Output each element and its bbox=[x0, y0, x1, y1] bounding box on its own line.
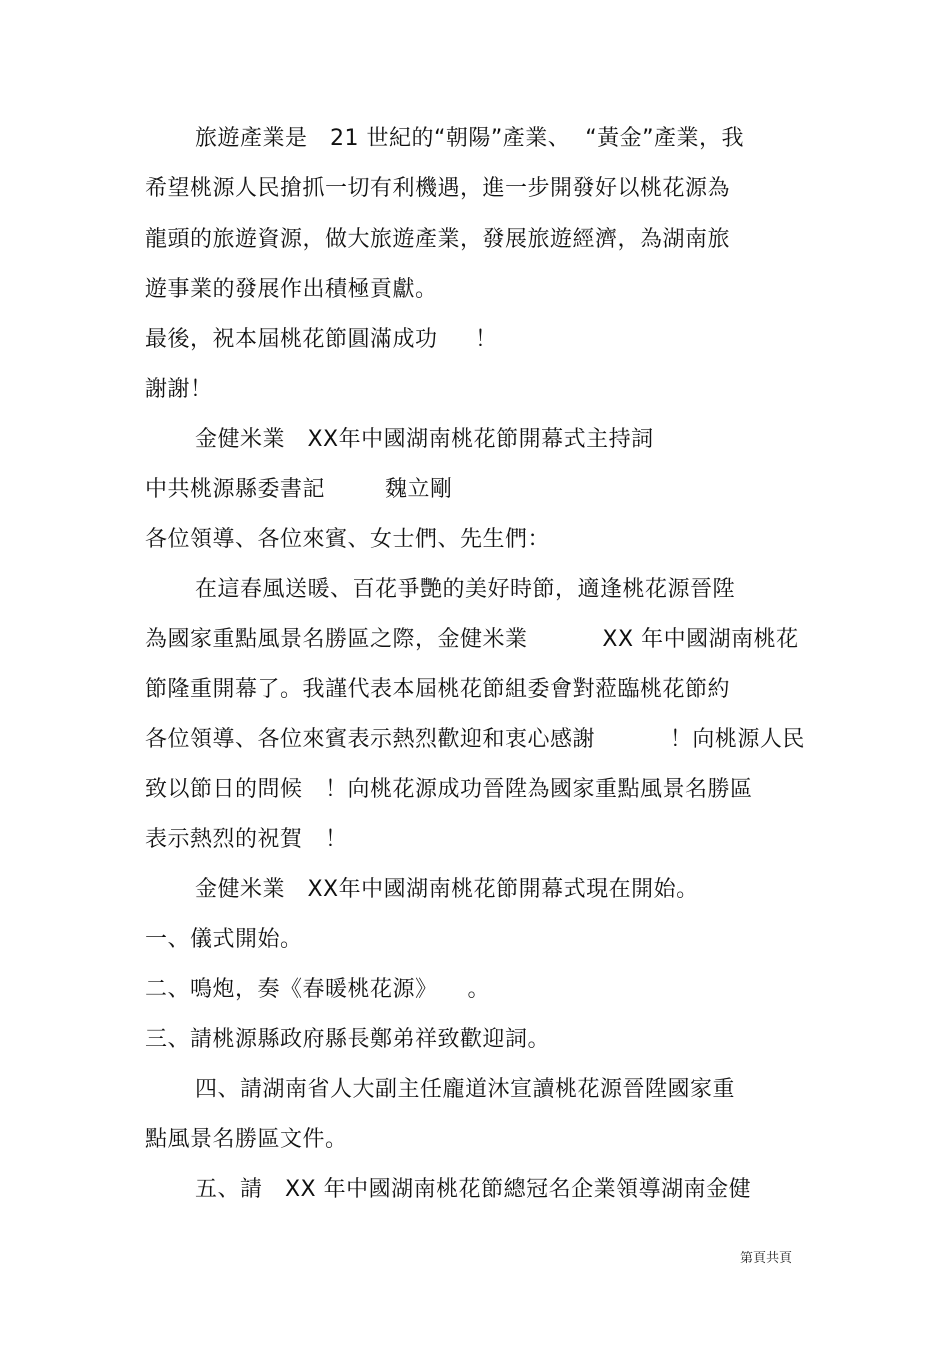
paragraph-line: 表示熱烈的祝賀 ！ bbox=[145, 827, 348, 852]
paragraph-line: 遊事業的發展作出積極貢獻。 bbox=[145, 277, 438, 302]
speaker-line: 中共桃源縣委書記 魏立剛 bbox=[145, 477, 453, 502]
section-title: 金健米業 XX年中國湖南桃花節開幕式主持詞 bbox=[195, 427, 654, 452]
list-item: 三、請桃源縣政府縣長鄭弟祥致歡迎詞。 bbox=[145, 1027, 551, 1052]
salutation-line: 各位領導、各位來賓、女士們、先生們： bbox=[145, 527, 551, 552]
thanks-line: 謝謝！ bbox=[145, 377, 213, 402]
closing-line: 最後，祝本屆桃花節圓滿成功 ！ bbox=[145, 327, 498, 352]
paragraph-line: 希望桃源人民搶抓一切有利機遇，進一步開發好以桃花源為 bbox=[145, 176, 731, 201]
paragraph-line: 龍頭的旅遊資源，做大旅遊產業，發展旅遊經濟，為湖南旅 bbox=[145, 227, 731, 252]
paragraph-line: 金健米業 XX年中國湖南桃花節開幕式現在開始。 bbox=[195, 877, 699, 902]
paragraph-line: 旅遊產業是 21 世紀的“朝陽”產業、 “黃金”產業，我 bbox=[195, 126, 745, 151]
paragraph-line: 為國家重點風景名勝區之際，金健米業 XX 年中國湖南桃花 bbox=[145, 627, 799, 652]
list-item: 點風景名勝區文件。 bbox=[145, 1127, 348, 1152]
page-footer: 第頁共頁 bbox=[740, 1251, 793, 1266]
list-item: 一、儀式開始。 bbox=[145, 927, 303, 952]
paragraph-line: 致以節日的問候 ！向桃花源成功晉陞為國家重點風景名勝區 bbox=[145, 777, 753, 802]
paragraph-line: 在這春風送暖、百花爭艷的美好時節，適逢桃花源晉陞 bbox=[195, 577, 736, 602]
list-item: 四、請湖南省人大副主任龐道沐宣讀桃花源晉陞國家重 bbox=[195, 1077, 736, 1102]
paragraph-line: 節隆重開幕了。我謹代表本屆桃花節組委會對蒞臨桃花節約 bbox=[145, 677, 731, 702]
paragraph-line: 各位領導、各位來賓表示熱烈歡迎和衷心感謝 ！向桃源人民 bbox=[145, 727, 805, 752]
list-item: 五、請 XX 年中國湖南桃花節總冠名企業領導湖南金健 bbox=[195, 1177, 752, 1202]
list-item: 二、鳴炮，奏《春暖桃花源》 。 bbox=[145, 977, 490, 1002]
